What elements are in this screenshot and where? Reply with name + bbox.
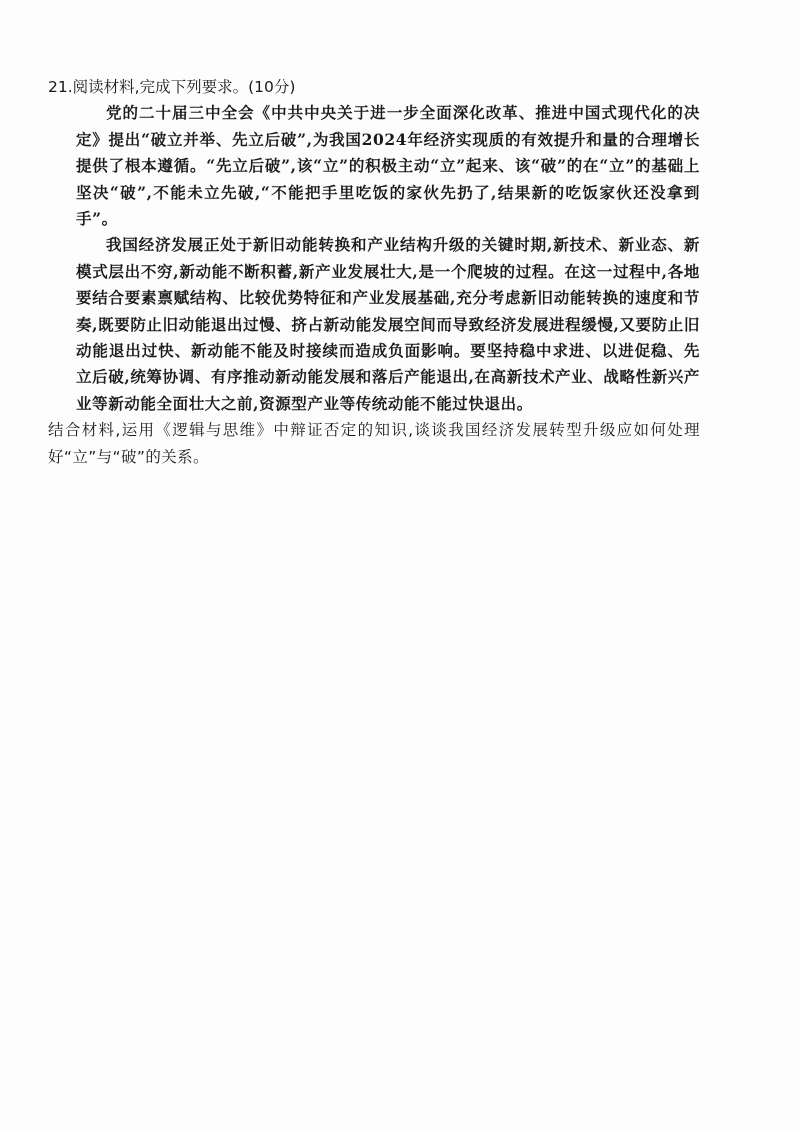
material-paragraph-1: 党的二十届三中全会《中共中央关于进一步全面深化改革、推进中国式现代化的决定》提出“破立并举、先立后破”,为我国2024年经济实现质的有效提升和量的合理增长提供了根本遵循。“先立后破”,该“立”的积极主动“立”起来、该“破”的在“立”的基础上坚决“破”,不能未立先破,“不能把手里吃饭的家伙先扔了,结果新的吃饭家伙还没拿到手”。 <box>76 103 700 229</box>
question-21 <box>48 74 700 470</box>
material-paragraph-2: 我国经济发展正处于新旧动能转换和产业结构升级的关键时期,新技术、新业态、新模式层出不穷,新动能不断积蓄,新产业发展壮大,是一个爬坡的过程。在这一过程中,各地要结合要素禀赋结构、比较优势特征和产业发展基础,充分考虑新旧动能转换的速度和节奏,既要防止旧动能退出过慢、挤占新动能发展空间而导致经济发展进程缓慢,又要防止旧动能退出过快、新动能不能及时接续而造成负面影响。要坚持稳中求进、以进促稳、先立后破,统筹协调、有序推动新动能发展和落后产能退出,在高新技术产业、战略性新兴产业等新动能全面壮大之前,资源型产业等传统动能不能过快退出。 <box>76 235 700 413</box>
reading-material <box>48 100 700 417</box>
question-task: 结合材料,运用《逻辑与思维》中辩证否定的知识,谈谈我国经济发展转型升级应如何处理好“立”与“破”的关系。 <box>48 421 700 466</box>
question-header: 21.阅读材料,完成下列要求。(10分) <box>48 78 296 96</box>
